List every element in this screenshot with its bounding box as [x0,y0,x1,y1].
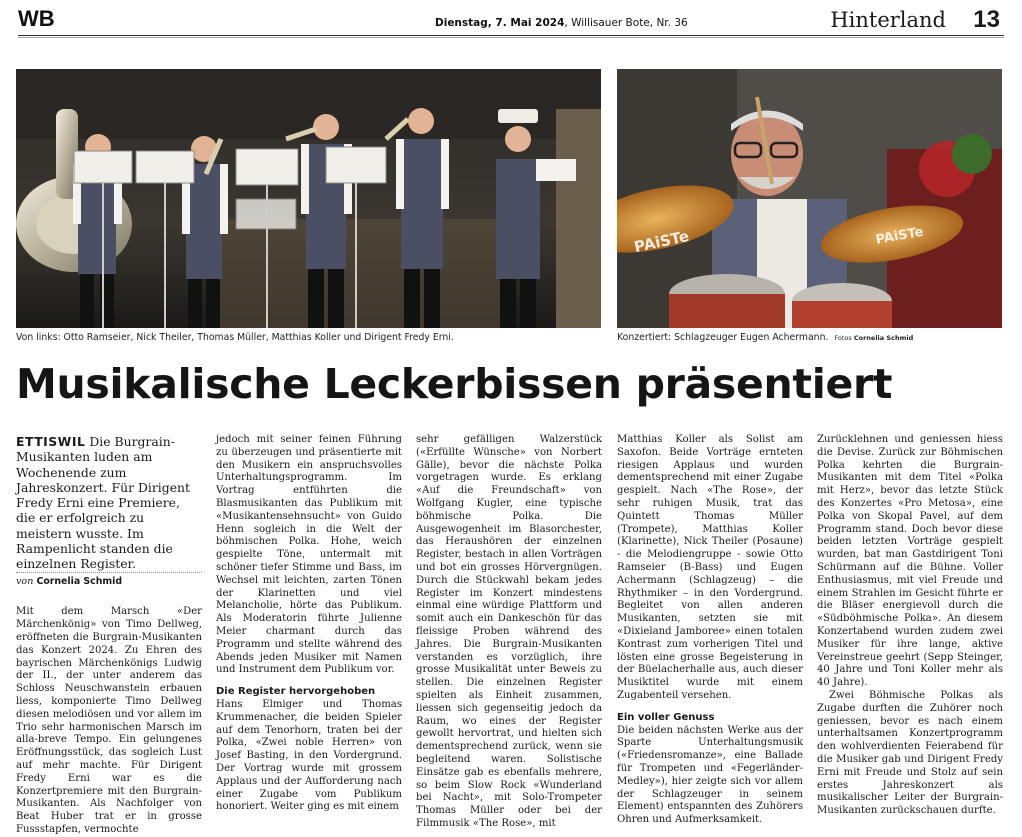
section-title: Hinterland [830,8,946,32]
subheading-genuss: Ein voller Genuss [617,711,715,723]
article-column-5 [817,434,1003,818]
dateline: ETTISWIL [16,434,86,449]
issue-date: Dienstag, 7. Mai 2024 [435,17,565,29]
cymbal-brand-right: PAiSTe [874,224,925,248]
right-photo-caption [617,332,913,343]
article-lead [16,434,202,572]
subheading-register: Die Register hervorgehoben [216,686,376,698]
band-photo [16,69,601,328]
byline-prefix: von [16,575,34,587]
left-photo-caption: Von links: Otto Ramseier, Nick Theiler, Thomas Müller, Matthias Koller und Dirigent Fredy Erni. [16,332,454,343]
page-number: 13 [973,6,1000,33]
photo-credit [834,334,913,342]
column-5-paragraph-1: Zurücklehnen und geniessen hiess die Devise. Zurück zur Böhmischen Polka kehrten die Burgrain-Musikanten mit dem Titel «Polka mit Herz», bevor das letzte Stück des Konzertes «Pro Metosa», eine Polka von Skopal Pavel, auf dem Programm stand. Doch bevor diese beiden letzten Vorträge gespielt wurden, bat man Gastdirigent Toni Schürmann auf die Bühne. Voller Enthusiasmus, mit viel Freude und einem Strahlen im Gesicht führte er die Bläser energievoll durch die «Südböhmische Polka». An diesem Konzertabend wurden zudem zwei Musiker für ihre lange, aktive Vereinstreue geehrt (Sepp Steinger, 40 Jahre und Toni Koller mehr als 40 Jahre). [817,434,1003,689]
header-rule [18,35,1004,36]
page-header [18,6,1004,34]
column-4-paragraph-1: Matthias Koller als Solist am Saxofon. Beide Vorträge ernteten riesigen Applaus und wurden dementsprechend mit einer Zugabe gespielt. Nach «The Rose», der sehr ruhigen Musik, trat das Quintett Thomas Müller (Trompete), Matthias Koller (Klarinette), Nick Theiler (Posaune) - die Melodiengruppe - sowie Otto Ramseier (B-Bass) und Eugen Achermann (Schlagzeug) – die Rhythmiker – in den Vordergrund. Begleitet von allen anderen Musikanten, setzten sie mit «Dixieland Jamboree» einen totalen Kontrast zum vorherigen Titel und lösten eine grosse Begeisterung in der Büelacherhalle aus, auch dieser Musiktitel wurde mit einem Zugabenteil versehen. [617,434,803,701]
column-4-paragraph-2: Die beiden nächsten Werke aus der Sparte Unterhaltungsmusik («Friedensromanze», eine Ballade für Trompeten und «Fegerländer-Medley»), hier zeigte sich vor allem der Schlagzeuger in seinem Element) entspannten des Zuhörers Ohren und Aufmerksamkeit. [617,724,803,826]
newspaper-logo: WB [18,6,55,31]
column-3-body: sehr gefälligen Walzerstück («Erfüllte Wünsche» von Norbert Gälle), bevor die nächste Polka vorgetragen wurde. Es erklang «Auf die Freundschaft» von Wolfgang Kugler, eine typische böhmische Polka. Die Ausgewogenheit im Blasorchester, das Heraushören der einzelnen Register, bestach in allen Vorträgen und bot ein grosses Hörvergnügen. Durch die Stückwahl bekam jedes Register im Konzert mindestens einmal eine würdige Plattform und somit auch ein Dankeschön für das fleissige Proben während des Jahres. Die Burgrain-Musikanten verstanden es vorzüglich, ihre grosse Musikalität unter Beweis zu stellen. Die einzelnen Register spielten als Einheit zusammen, liessen sich gegenseitig jedoch da Raum, wo eines der Register gewollt hervortrat, und hielten sich dementsprechend zurück, wenn sie begleitend waren. Solistische Einsätze gab es ebenfalls mehrere, so beim Slow Rock «Wunderland bei Nacht», mit Solo-Trompeter Thomas Müller oder bei der Filmmusik «The Rose», mit [416,434,602,829]
article-column-1 [16,434,202,837]
column-2-paragraph-2: Hans Elmiger und Thomas Krummenacher, die beiden Spieler auf dem Tenorhorn, traten bei der Polka, «Zwei noble Herren» von Josef Basting, in den Vordergrund. Der Vortrag wurde mit grossem Applaus und der Aufforderung nach einer Zugabe vom Publikum honoriert. Weiter ging es mit einem [216,698,402,813]
column-2-paragraph-1: jedoch mit seiner feinen Führung zu überzeugen und präsentierte mit den Musikern ein anspruchsvolles Unterhaltungsprogramm. Im Vortrag entführten die Blasmusikanten das Publikum mit «Musikantensehnsucht» von Guido Henn sogleich in die Welt der böhmischen Polka. Hohe, weich gespielte Töne, untermalt mit schöner tiefer Stimme und Bass, im Wechsel mit leichten, zarten Tönen der Klarinetten und viel Melancholie, hörte das Publikum. Als Moderatorin führte Julienne Meier charmant durch das Programm und stellte während des Abends jeden Musiker mit Namen und Instrument dem Publikum vor. [216,434,402,676]
publication-name: , Willisauer Bote, Nr. 36 [564,17,688,29]
cymbal-brand-left: PAiSTe [632,226,691,257]
column-5-paragraph-2: Zwei Böhmische Polkas als Zugabe durften die Zuhörer noch geniessen, bevor es nach einem unterhaltsamen Konzertprogramm den wohlverdienten Feierabend für die Musiker gab und Dirigent Fredy Erni mit Freude und Stolz auf sein erstes Jahreskonzert als musikalischer Leiter der Burgrain-Musikanten zurückschauen durfte. [817,689,1003,817]
article-column-4 [617,434,803,827]
header-rule-thin [18,37,1004,38]
article-headline: Musikalische Leckerbissen präsentiert [16,360,893,408]
article-column-3 [416,434,602,831]
byline-author: Cornelia Schmid [36,575,123,587]
byline [16,572,202,589]
drummer-photo [617,69,1002,328]
issue-info [435,17,688,29]
article-column-2 [216,434,402,814]
lead-text: Die Burgrain-Musikanten luden am Wochenende zum Jahreskonzert. Für Dirigent Fredy Erni eine Premiere, die er erfolgreich zu meistern wusste. Im Rampenlicht standen die einzelnen Register. [16,434,190,572]
photo-credit-name: Cornelia Schmid [853,334,914,342]
right-caption-text: Konzertiert: Schlagzeuger Eugen Achermann. [617,332,829,343]
column-1-body: Mit dem Marsch «Der Märchenkönig» von Timo Dellweg, eröffneten die Burgrain-Musikanten das Konzert 2024. Zu Ehren des bayrischen Märchenkönigs Ludwig der II., der unter anderem das Schloss Neuschwanstein erbauen liess, komponierte Timo Dellweg diesen melodiösen und vor allem im Trio sehr harmonischen Marsch im alla-breve Tempo. Ein gelungenes Eröffnungsstück, das sogleich Lust auf mehr machte. Für Dirigent Fredy Erni war es die Konzertpremiere mit den Burgrain-Musikanten. Als Nachfolger von Beat Huber trat er in grosse Fussstapfen, vermochte [16,606,202,836]
photo-credit-prefix: Fotos [834,334,852,342]
